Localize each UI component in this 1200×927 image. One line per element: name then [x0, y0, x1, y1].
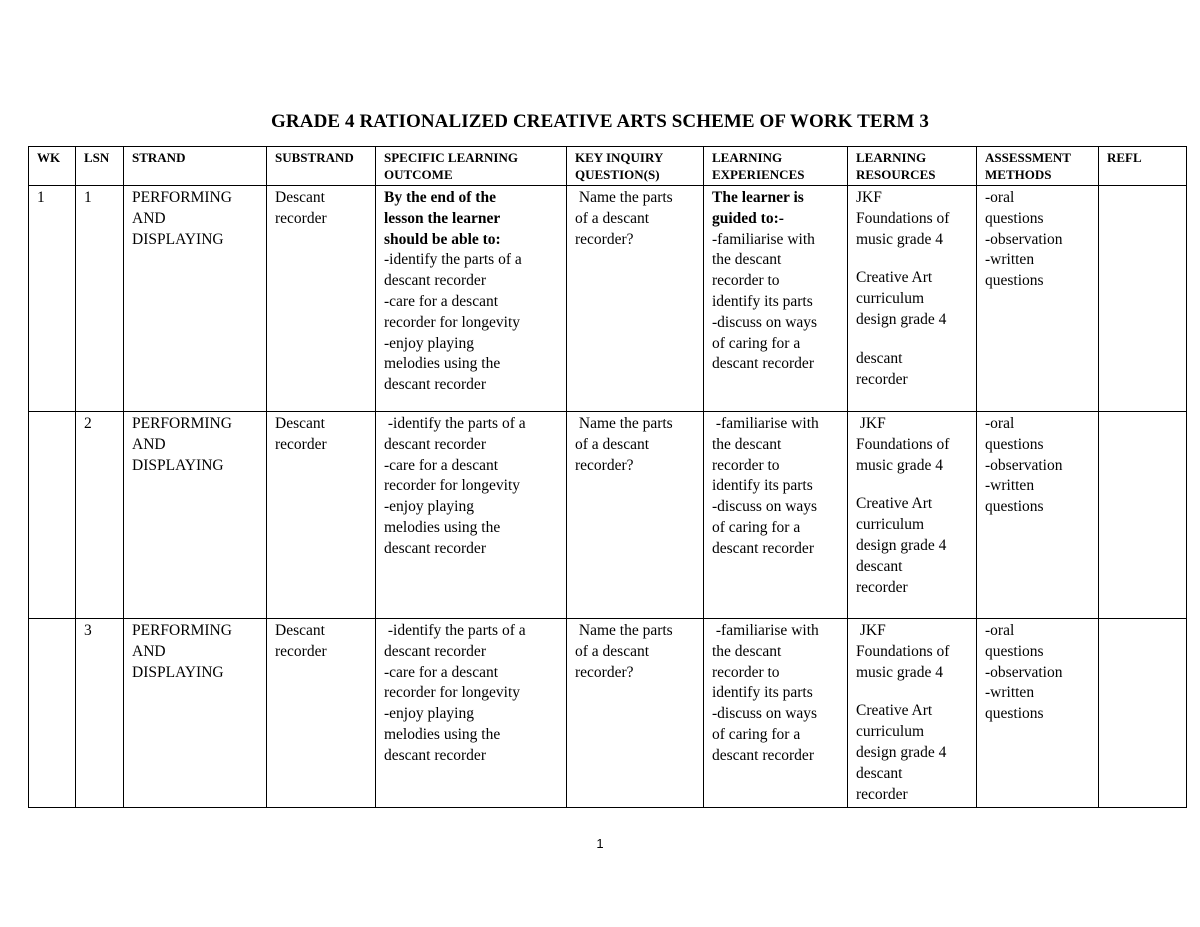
outcome-line: descant recorder	[384, 642, 486, 660]
substrand-line: recorder	[275, 209, 327, 227]
resources-line: curriculum	[856, 723, 925, 741]
resources-line: music grade 4	[856, 663, 943, 681]
outcome-intro-line: should be able to:	[384, 230, 501, 248]
outcome-line: -identify the parts of a	[384, 622, 526, 639]
assessment-line: -observation	[985, 456, 1063, 474]
header-assessment-line: METHODS	[985, 166, 1052, 182]
resources-line: curriculum	[856, 290, 925, 308]
table-row	[29, 619, 1187, 808]
strand-line: AND	[132, 209, 166, 227]
cell-experiences	[704, 412, 848, 619]
header-assessment-line: ASSESSMENT	[985, 150, 1071, 165]
outcome-line: -enjoy playing	[384, 334, 474, 352]
resources-spacer	[856, 250, 969, 268]
resources-line: JKF	[856, 415, 886, 432]
header-inquiry-line: QUESTION(S)	[575, 166, 660, 182]
experiences-line: of caring for a	[712, 518, 801, 536]
outcome-line: -identify the parts of a	[384, 251, 522, 269]
outcome-line: descant recorder	[384, 435, 486, 453]
inquiry-line: recorder?	[575, 456, 634, 474]
cell-inquiry	[567, 412, 704, 619]
experiences-line: descant recorder	[712, 746, 814, 764]
strand-line: AND	[132, 435, 166, 453]
header-inquiry-line: KEY INQUIRY	[575, 150, 664, 165]
strand-line: PERFORMING	[132, 622, 232, 639]
experiences-line: -familiarise with	[712, 230, 815, 248]
cell-strand	[124, 619, 267, 808]
assessment-line: questions	[985, 705, 1044, 723]
outcome-line: descant recorder	[384, 539, 486, 557]
substrand-line: Descant	[275, 622, 325, 639]
experiences-line: identify its parts	[712, 477, 813, 495]
resources-line: recorder	[856, 370, 908, 388]
outcome-line: -care for a descant	[384, 663, 499, 681]
header-outcome-line: SPECIFIC LEARNING	[384, 150, 518, 165]
cell-outcome	[376, 412, 567, 619]
resources-line: Foundations of	[856, 642, 950, 660]
header-resources	[848, 147, 977, 186]
cell-inquiry	[567, 186, 704, 412]
experiences-line: -discuss on ways	[712, 313, 818, 331]
outcome-line: -identify the parts of a	[384, 415, 526, 432]
cell-experiences	[704, 186, 848, 412]
cell-lsn: 2	[76, 412, 124, 619]
experiences-line: descant recorder	[712, 539, 814, 557]
cell-substrand	[267, 412, 376, 619]
resources-spacer	[856, 476, 969, 494]
assessment-line: -written	[985, 477, 1035, 495]
experiences-intro-line: The learner is	[712, 189, 804, 206]
assessment-line: questions	[985, 498, 1044, 516]
resources-line: design grade 4	[856, 536, 947, 554]
inquiry-line: of a descant	[575, 642, 650, 660]
experiences-line: recorder to	[712, 272, 780, 290]
cell-resources	[848, 186, 977, 412]
experiences-line: -discuss on ways	[712, 705, 818, 723]
resources-line: design grade 4	[856, 310, 947, 328]
header-substrand: SUBSTRAND	[267, 147, 376, 186]
resources-line: recorder	[856, 785, 908, 803]
strand-line: DISPLAYING	[132, 230, 224, 248]
strand-line: DISPLAYING	[132, 456, 224, 474]
resources-line: recorder	[856, 578, 908, 596]
inquiry-line: Name the parts	[575, 189, 673, 206]
strand-line: PERFORMING	[132, 415, 232, 432]
cell-assessment	[977, 186, 1099, 412]
experiences-line: the descant	[712, 435, 782, 453]
cell-resources	[848, 412, 977, 619]
experiences-line: of caring for a	[712, 725, 801, 743]
outcome-line: -care for a descant	[384, 292, 499, 310]
experiences-line: identify its parts	[712, 684, 813, 702]
assessment-line: -written	[985, 251, 1035, 269]
resources-line: Foundations of	[856, 209, 950, 227]
resources-line: music grade 4	[856, 456, 943, 474]
assessment-line: -written	[985, 684, 1035, 702]
header-resources-line: RESOURCES	[856, 166, 936, 182]
cell-wk	[29, 619, 76, 808]
resources-line: Foundations of	[856, 435, 950, 453]
header-outcome-line: OUTCOME	[384, 166, 453, 182]
outcome-line: descant recorder	[384, 746, 486, 764]
inquiry-line: of a descant	[575, 209, 650, 227]
resources-line: JKF	[856, 622, 886, 639]
experiences-line: recorder to	[712, 456, 780, 474]
cell-wk	[29, 412, 76, 619]
assessment-line: questions	[985, 435, 1044, 453]
cell-refl	[1099, 619, 1187, 808]
resources-line: design grade 4	[856, 743, 947, 761]
outcome-line: melodies using the	[384, 725, 501, 743]
header-strand: STRAND	[124, 147, 267, 186]
strand-line: AND	[132, 642, 166, 660]
resources-line: Creative Art	[856, 269, 933, 287]
cell-substrand	[267, 619, 376, 808]
experiences-intro-line: guided to:-	[712, 209, 784, 227]
cell-outcome	[376, 619, 567, 808]
table-row	[29, 186, 1187, 412]
experiences-line: -familiarise with	[712, 622, 819, 639]
substrand-line: Descant	[275, 189, 325, 206]
cell-lsn: 1	[76, 186, 124, 412]
outcome-line: melodies using the	[384, 355, 501, 373]
outcome-intro-line: By the end of the	[384, 189, 496, 206]
outcome-line: recorder for longevity	[384, 477, 520, 495]
header-refl: REFL	[1099, 147, 1187, 186]
resources-line: curriculum	[856, 516, 925, 534]
assessment-line: questions	[985, 272, 1044, 290]
page-number: 1	[596, 836, 604, 851]
cell-wk: 1	[29, 186, 76, 412]
resources-line: Creative Art	[856, 495, 933, 513]
header-lsn: LSN	[76, 147, 124, 186]
outcome-line: -enjoy playing	[384, 705, 474, 723]
scheme-of-work-table	[28, 146, 1187, 808]
substrand-line: Descant	[275, 415, 325, 432]
resources-line: descant	[856, 557, 903, 575]
experiences-line: the descant	[712, 251, 782, 269]
experiences-line: -discuss on ways	[712, 498, 818, 516]
strand-line: DISPLAYING	[132, 663, 224, 681]
outcome-line: -enjoy playing	[384, 498, 474, 516]
inquiry-line: Name the parts	[575, 622, 673, 639]
resources-line: music grade 4	[856, 230, 943, 248]
header-inquiry	[567, 147, 704, 186]
resources-line: descant	[856, 764, 903, 782]
cell-outcome	[376, 186, 567, 412]
substrand-line: recorder	[275, 642, 327, 660]
table-header-row	[29, 147, 1187, 186]
cell-strand	[124, 412, 267, 619]
assessment-line: -observation	[985, 230, 1063, 248]
header-experiences-line: LEARNING	[712, 150, 783, 165]
assessment-line: -observation	[985, 663, 1063, 681]
resources-spacer	[856, 683, 969, 701]
substrand-line: recorder	[275, 435, 327, 453]
outcome-line: recorder for longevity	[384, 313, 520, 331]
header-resources-line: LEARNING	[856, 150, 927, 165]
experiences-line: descant recorder	[712, 355, 814, 373]
cell-substrand	[267, 186, 376, 412]
table-row	[29, 412, 1187, 619]
header-wk: WK	[29, 147, 76, 186]
header-experiences-line: EXPERIENCES	[712, 166, 805, 182]
inquiry-line: Name the parts	[575, 415, 673, 432]
outcome-line: descant recorder	[384, 376, 486, 394]
outcome-line: -care for a descant	[384, 456, 499, 474]
document-title: GRADE 4 RATIONALIZED CREATIVE ARTS SCHEME OF WORK TERM 3	[271, 111, 929, 132]
resources-line: descant	[856, 349, 903, 367]
resources-spacer	[856, 331, 969, 349]
cell-resources	[848, 619, 977, 808]
inquiry-line: recorder?	[575, 663, 634, 681]
inquiry-line: recorder?	[575, 230, 634, 248]
cell-inquiry	[567, 619, 704, 808]
cell-assessment	[977, 412, 1099, 619]
experiences-line: recorder to	[712, 663, 780, 681]
strand-line: PERFORMING	[132, 189, 232, 206]
cell-experiences	[704, 619, 848, 808]
inquiry-line: of a descant	[575, 435, 650, 453]
cell-assessment	[977, 619, 1099, 808]
experiences-line: the descant	[712, 642, 782, 660]
assessment-line: questions	[985, 642, 1044, 660]
assessment-line: questions	[985, 209, 1044, 227]
cell-refl	[1099, 412, 1187, 619]
cell-refl	[1099, 186, 1187, 412]
resources-line: JKF	[856, 189, 882, 206]
outcome-line: melodies using the	[384, 518, 501, 536]
resources-line: Creative Art	[856, 702, 933, 720]
cell-lsn: 3	[76, 619, 124, 808]
cell-strand	[124, 186, 267, 412]
header-outcome	[376, 147, 567, 186]
assessment-line: -oral	[985, 189, 1015, 206]
outcome-line: recorder for longevity	[384, 684, 520, 702]
experiences-line: -familiarise with	[712, 415, 819, 432]
experiences-line: identify its parts	[712, 292, 813, 310]
outcome-line: descant recorder	[384, 272, 486, 290]
header-experiences	[704, 147, 848, 186]
assessment-line: -oral	[985, 415, 1015, 432]
assessment-line: -oral	[985, 622, 1015, 639]
experiences-line: of caring for a	[712, 334, 801, 352]
outcome-intro-line: lesson the learner	[384, 209, 501, 227]
header-assessment	[977, 147, 1099, 186]
